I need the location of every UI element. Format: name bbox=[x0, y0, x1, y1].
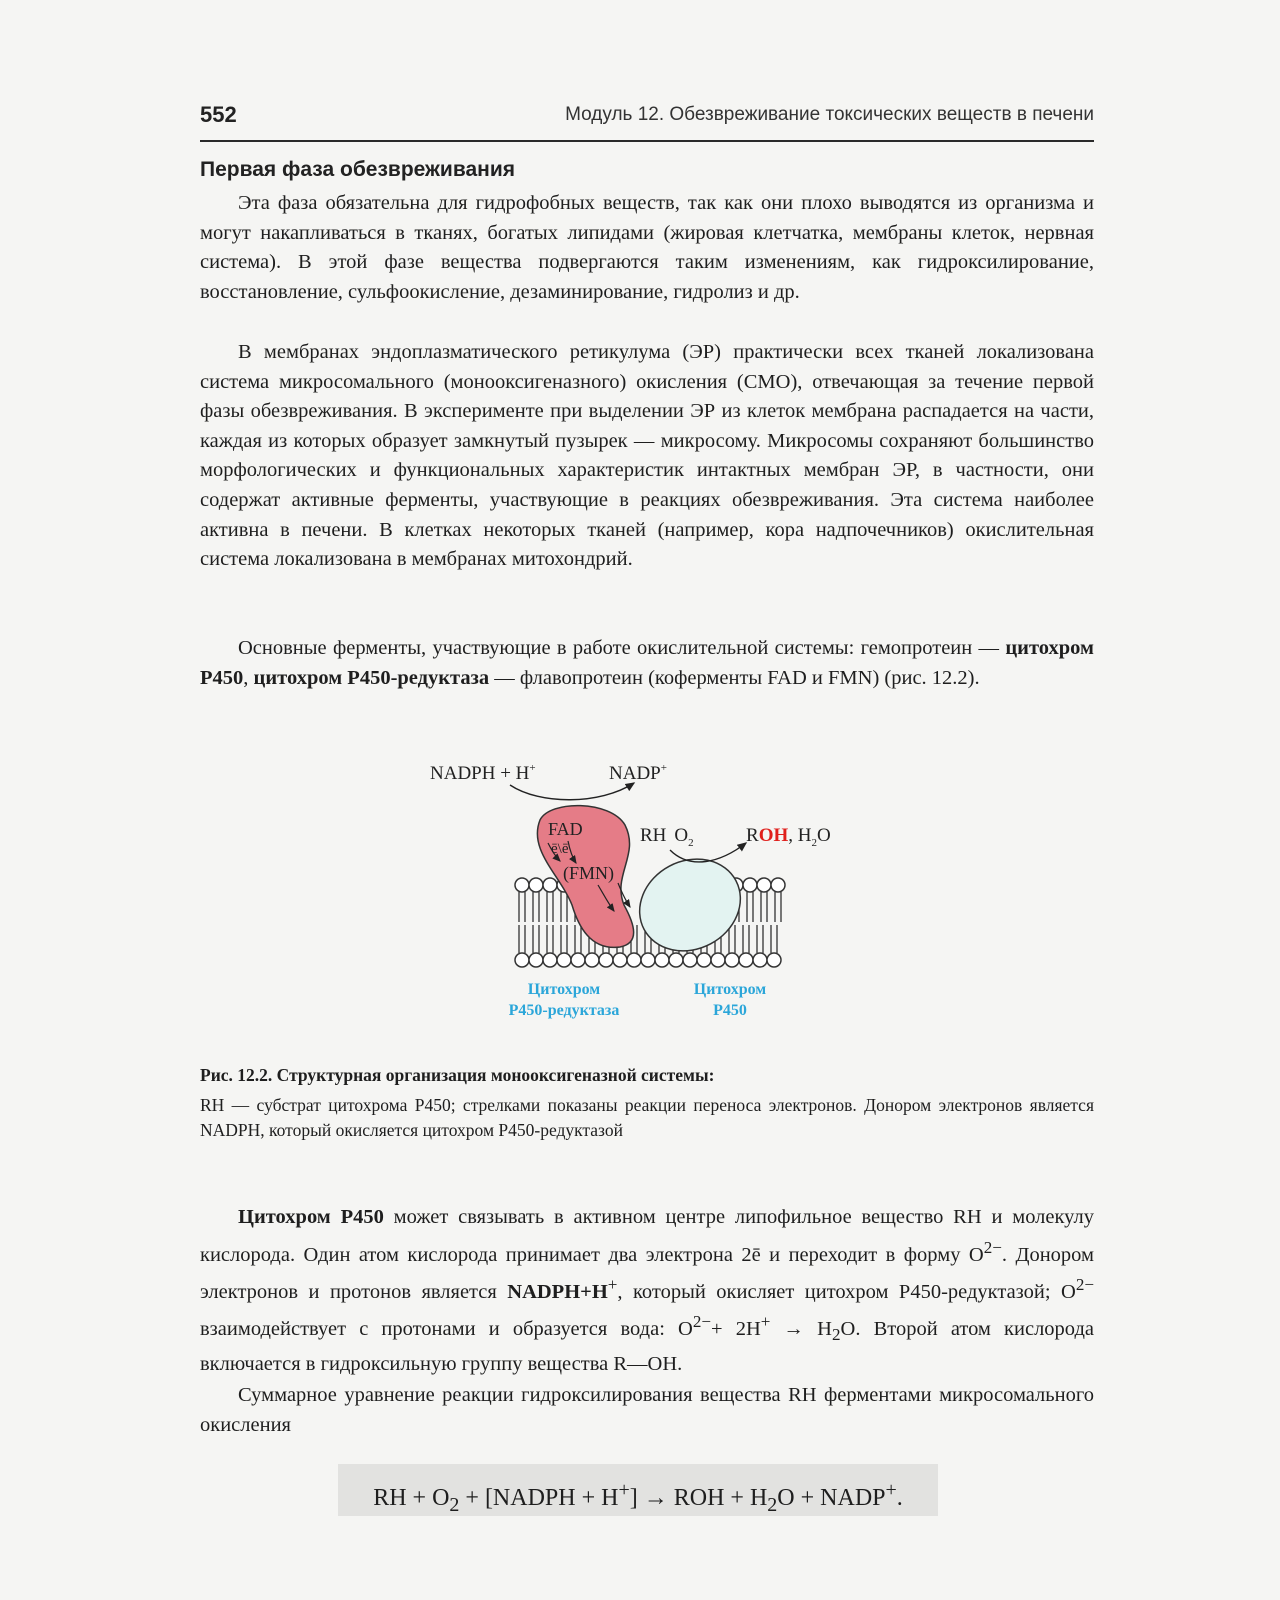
sub-2: 2 bbox=[831, 1325, 841, 1345]
plus-sup-2: + bbox=[760, 1312, 771, 1332]
term-nadph: NADPH+H bbox=[507, 1280, 608, 1303]
p450-label-line2: P450 bbox=[713, 1002, 747, 1019]
caption-title: Рис. 12.2. Структурная организация монооксигеназной системы: bbox=[200, 1065, 715, 1085]
equation-sup-h: + bbox=[618, 1479, 630, 1501]
page-header bbox=[200, 100, 1094, 142]
roh-h2o-label: ROH, $H_2O$ bbox=[746, 825, 831, 849]
membrane-diagram bbox=[400, 765, 920, 1055]
o2-minus-sup: 2− bbox=[983, 1237, 1002, 1257]
paragraph-5-text-b: может связывать в активном центре липофильное вещество RH и молекулу кислорода. Один атом кислорода принимает два электрона 2ē и переходит в форму O bbox=[200, 1206, 1094, 1266]
paragraph-3-text-e: — флавопротеин (коферменты FAD и FMN) (рис. 12.2). bbox=[489, 666, 980, 689]
equation-part5: . bbox=[896, 1485, 903, 1511]
paragraph-3-text-a: Основные ферменты, участвующие в работе окислительной системы: гемопротеин — bbox=[238, 637, 1006, 659]
equation-part4: O + NADP bbox=[777, 1485, 886, 1511]
paragraph-3-text-c: , bbox=[243, 666, 254, 689]
term-p450-reductase: цитохром P450-редуктаза bbox=[253, 666, 490, 689]
p450-label-line1: Цитохром bbox=[693, 981, 767, 998]
term-cytochrome-p450-2: Цитохром P450 bbox=[238, 1206, 384, 1228]
o2-minus-sup-2: 2− bbox=[1075, 1275, 1094, 1295]
paragraph-1: Эта фаза обязательна для гидрофобных веществ, так как они плохо выводятся из организма и могут накапливаться в тканях, богатых липидами (жировая клетчатка, мембраны клеток, нервная система). В этой фазе вещества подвергаются таким изменениям, как гидроксилирование, восстановление, сульфоокисление, дезаминирование, гидролиз и др. bbox=[200, 192, 1094, 303]
paragraph-3 bbox=[200, 634, 1094, 693]
equation-sub-h2o: 2 bbox=[767, 1493, 778, 1516]
paragraph-5-text-f: взаимодействует с протонами и образуется вода: O bbox=[200, 1318, 693, 1341]
figure-monooxygenase-system bbox=[400, 765, 920, 1055]
fmn-label: (FMN) bbox=[563, 863, 615, 883]
electron-symbols: ē\ē bbox=[551, 841, 569, 857]
o2-minus-sup-3: 2− bbox=[692, 1312, 711, 1332]
paragraph-5-text-e: , который окисляет цитохром P450-редуктазой; O bbox=[617, 1280, 1076, 1303]
nadp-label: NADP+ bbox=[609, 765, 667, 784]
paragraph-5-text-h: → H bbox=[770, 1318, 832, 1341]
equation-part1: RH + O bbox=[373, 1485, 450, 1511]
caption-body: RH — субстрат цитохрома P450; стрелками показаны реакции переноса электронов. Донором электронов является NADPH, который окисляется цитохром P450-редуктазой bbox=[200, 1094, 1094, 1140]
paragraph-6: Суммарное уравнение реакции гидроксилирования вещества RH ферментами микросомального окисления bbox=[200, 1384, 1094, 1436]
nadph-oxidation-arrow bbox=[510, 783, 634, 800]
equation-sup-nadp: + bbox=[885, 1479, 897, 1501]
rh-o2-label: RH $O_2$ bbox=[640, 825, 694, 849]
summary-equation bbox=[338, 1464, 938, 1516]
figure-caption bbox=[200, 1063, 1094, 1144]
equation-part3: ] → ROH + H bbox=[629, 1485, 768, 1511]
paragraph-5 bbox=[200, 1203, 1094, 1380]
page-number: 552 bbox=[200, 102, 237, 127]
fad-label: FAD bbox=[548, 819, 583, 839]
paragraph-5-text-i: O. Второй атом кислорода включается в гидроксильную группу вещества R—OH. bbox=[200, 1318, 1094, 1375]
term-cytochrome-p450: цитохром P450 bbox=[200, 637, 1094, 689]
equation-part2: + [NADPH + H bbox=[459, 1485, 619, 1511]
nadph-label: NADPH + H+ bbox=[430, 765, 536, 784]
paragraph-5-text-g: + 2H bbox=[711, 1318, 761, 1341]
reductase-label-line1: Цитохром bbox=[527, 981, 601, 998]
equation-sub-o2: 2 bbox=[449, 1493, 460, 1516]
running-head: Модуль 12. Обезвреживание токсических веществ в печени bbox=[565, 104, 1094, 125]
paragraph-5-text-c: . Донором электронов и протонов является bbox=[200, 1243, 1094, 1303]
section-title: Первая фаза обезвреживания bbox=[200, 158, 515, 181]
plus-sup: + bbox=[607, 1275, 618, 1295]
paragraph-2: В мембранах эндоплазматического ретикулума (ЭР) практически всех тканей локализована система микросомального (монооксигеназного) окисления (СМО), отвечающая за течение первой фазы обезвреживания. В эксперименте при выделении ЭР из клеток мембрана распадается на части, каждая из которых образует замкнутый пузырек — микросому. Микросомы сохраняют большинство морфологических и функциональных характеристик интактных мембран ЭР, в частности, они содержат активные ферменты, участвующие в реакциях обезвреживания. Эта система наиболее активна в печени. В клетках некоторых тканей (например, кора надпочечников) окислительная система локализована в мембранах митохондрий. bbox=[200, 341, 1094, 571]
reductase-label-line2: P450-редуктаза bbox=[508, 1002, 620, 1019]
